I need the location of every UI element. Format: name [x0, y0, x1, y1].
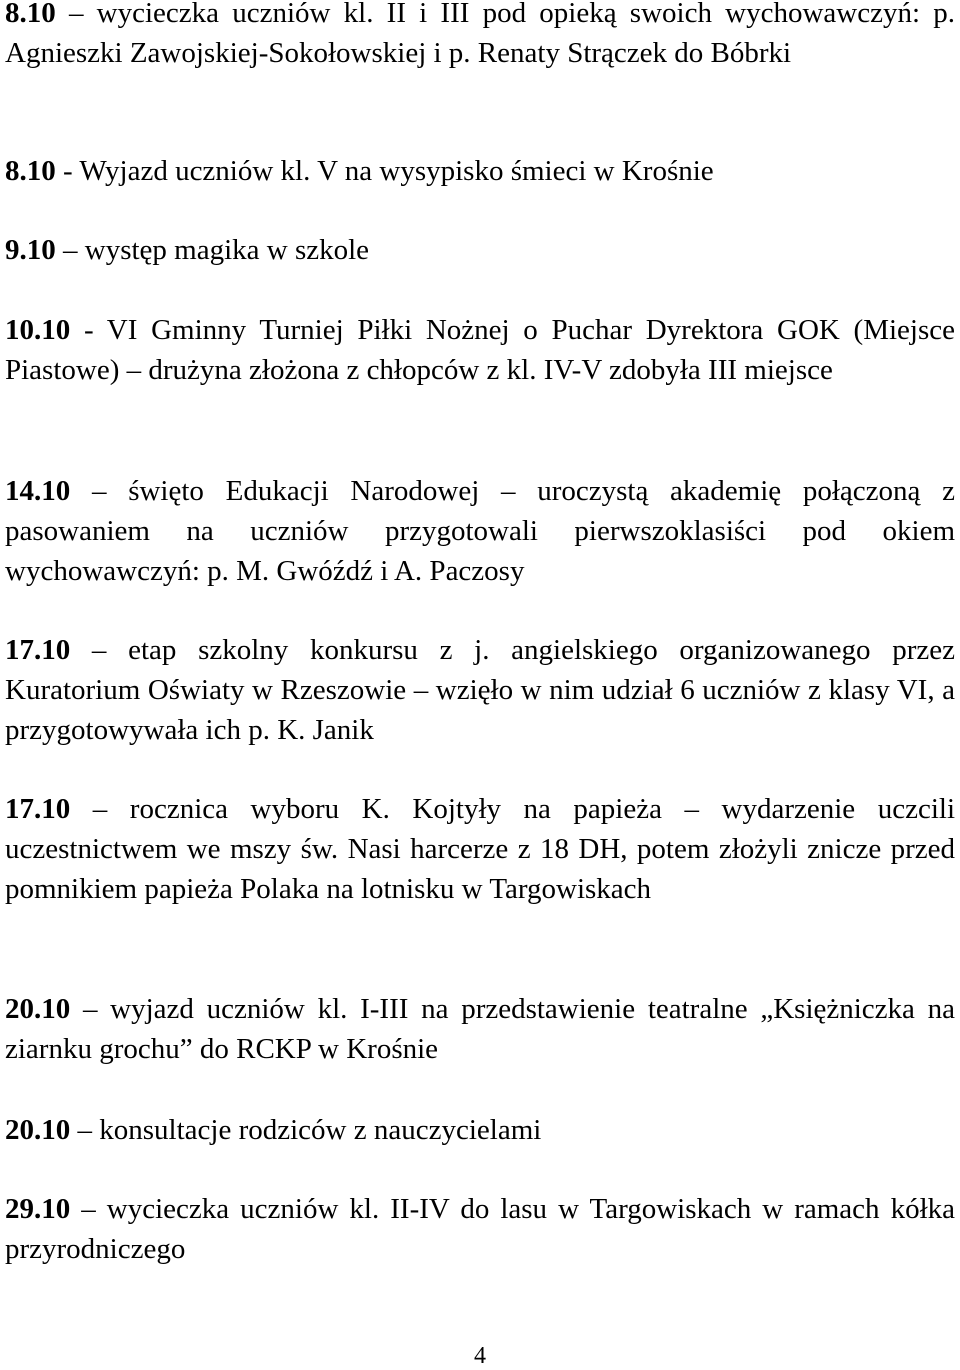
entry-date: 9.10: [5, 234, 56, 266]
entry-date: 17.10: [5, 634, 71, 666]
entry-date: 8.10: [5, 0, 56, 29]
entry-17-10-anniversary: [5, 789, 955, 909]
entry-8-10-trip: [5, 0, 955, 73]
entry-10-10-football: [5, 310, 955, 390]
entry-text: - Wyjazd uczniów kl. V na wysypisko śmieci w Krośnie: [55, 155, 714, 187]
entry-text: – wycieczka uczniów kl. II i III pod opieką swoich wychowawczyń: p. Agnieszki Zawojskiej-Sokołowskiej i p. Renaty Strączek do Bóbrki: [5, 0, 955, 69]
entry-text: – wycieczka uczniów kl. II-IV do lasu w Targowiskach w ramach kółka przyrodniczego: [5, 1193, 955, 1265]
entry-date: 10.10: [5, 314, 71, 346]
entry-text: – występ magika w szkole: [55, 234, 370, 266]
entry-text: – wyjazd uczniów kl. I-III na przedstawienie teatralne „Księżniczka na ziarnku grochu” do RCKP w Krośnie: [5, 993, 955, 1065]
entry-date: 8.10: [5, 155, 56, 187]
entry-date: 17.10: [5, 793, 71, 825]
entry-date: 20.10: [5, 1114, 71, 1146]
entry-8-10-landfill: [5, 151, 955, 191]
entry-20-10-theatre: [5, 989, 955, 1069]
page-number: 4: [474, 1343, 486, 1369]
entry-text: – rocznica wyboru K. Kojtyły na papieża – wydarzenie uczcili uczestnictwem we mszy św. Nasi harcerze z 18 DH, potem złożyli znicze przed pomnikiem papieża Polaka na lotnisku w Targowiskach: [5, 793, 955, 905]
entry-29-10-forest-trip: [5, 1189, 955, 1269]
entry-9-10-magician: [5, 230, 955, 270]
entry-text: – święto Edukacji Narodowej – uroczystą akademię połączoną z pasowaniem na uczniów przygotowali pierwszoklasiści pod okiem wychowawczyń: p. M. Gwóźdź i A. Paczosy: [5, 475, 955, 587]
entry-17-10-english-contest: [5, 630, 955, 750]
entry-20-10-consultations: [5, 1110, 955, 1150]
entry-date: 20.10: [5, 993, 71, 1025]
entry-date: 29.10: [5, 1193, 71, 1225]
entry-text: – etap szkolny konkursu z j. angielskiego organizowanego przez Kuratorium Oświaty w Rzeszowie – wzięło w nim udział 6 uczniów z klasy VI, a przygotowywała ich p. K. Janik: [5, 634, 955, 746]
entry-date: 14.10: [5, 475, 71, 507]
entry-text: - VI Gminny Turniej Piłki Nożnej o Puchar Dyrektora GOK (Miejsce Piastowe) – drużyna złożona z chłopców z kl. IV-V zdobyła III miejsce: [5, 314, 955, 386]
entry-text: – konsultacje rodziców z nauczycielami: [70, 1114, 542, 1146]
entry-14-10-education-day: [5, 471, 955, 591]
